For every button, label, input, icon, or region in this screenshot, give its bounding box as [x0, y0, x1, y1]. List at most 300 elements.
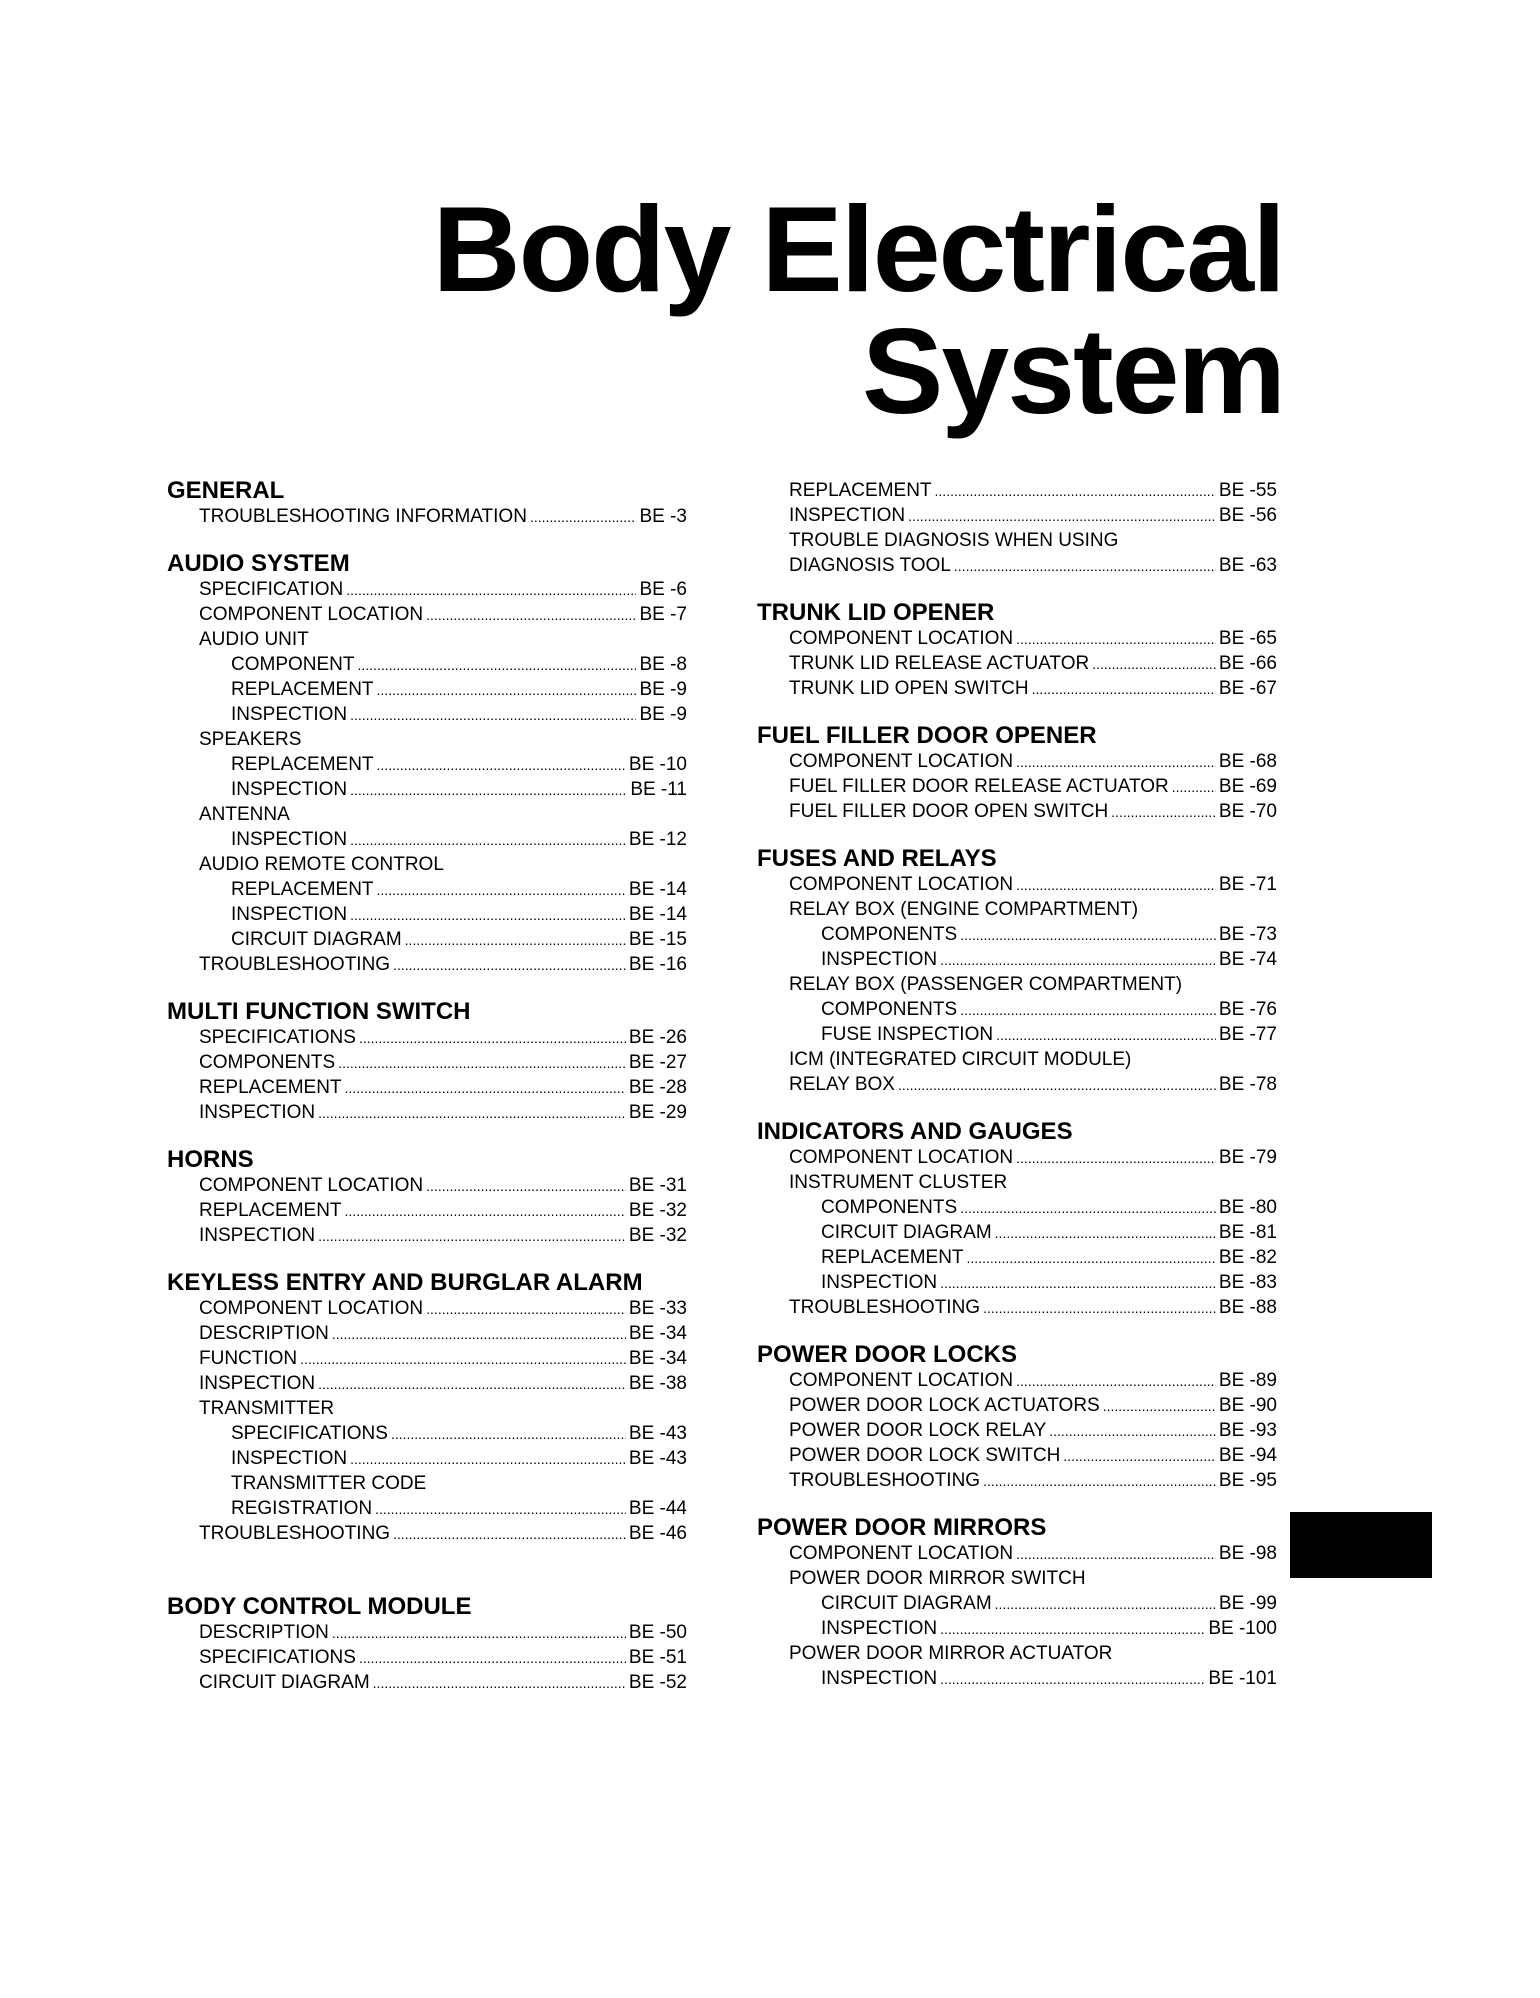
- toc-entry[interactable]: [757, 651, 1277, 676]
- toc-entry-page: BE -70: [1218, 801, 1277, 822]
- toc-leader-dots: [1016, 750, 1216, 775]
- toc-leader-dots: [1016, 1146, 1216, 1171]
- toc-entry-label: CIRCUIT DIAGRAM: [231, 929, 402, 950]
- toc-entry-page: BE -15: [628, 929, 687, 950]
- toc-section-trunk-lid-opener: [757, 600, 1277, 701]
- toc-entry-page: BE -99: [1218, 1593, 1277, 1614]
- toc-entry-label: COMPONENT LOCATION: [789, 1370, 1014, 1391]
- toc-leader-dots: [898, 1073, 1216, 1098]
- toc-entry-label: DIAGNOSIS TOOL: [789, 555, 951, 576]
- toc-entry[interactable]: [167, 752, 687, 777]
- toc-leader-dots: [373, 1671, 626, 1696]
- section-heading: FUSES AND RELAYS: [757, 845, 997, 872]
- toc-entry-label: AUDIO REMOTE CONTROL: [199, 854, 444, 875]
- toc-entry-label: ICM (INTEGRATED CIRCUIT MODULE): [789, 1049, 1132, 1070]
- toc-entry[interactable]: [757, 626, 1277, 651]
- toc-leader-dots: [983, 1296, 1216, 1321]
- toc-entry[interactable]: [757, 749, 1277, 774]
- toc-entry[interactable]: [757, 1591, 1277, 1616]
- toc-entry-label: FUEL FILLER DOOR RELEASE ACTUATOR: [789, 776, 1169, 797]
- toc-leader-dots: [960, 998, 1216, 1023]
- toc-entry[interactable]: [757, 1443, 1277, 1468]
- toc-leader-dots: [375, 1497, 626, 1522]
- toc-entry[interactable]: [167, 1645, 687, 1670]
- toc-entry-page: BE -3: [639, 506, 687, 527]
- toc-entry-label: INSPECTION: [821, 949, 938, 970]
- toc-leader-dots: [393, 953, 626, 978]
- toc-leader-dots: [1172, 775, 1216, 800]
- toc-entry-label: TRUNK LID OPEN SWITCH: [789, 678, 1029, 699]
- toc-entry[interactable]: [757, 1616, 1277, 1641]
- toc-entry-label: TROUBLESHOOTING: [199, 954, 391, 975]
- toc-entry-page: BE -78: [1218, 1074, 1277, 1095]
- toc-section-fuses-and-relays: [757, 846, 1277, 1097]
- section-spacer: [757, 1320, 1277, 1342]
- toc-leader-dots: [1016, 873, 1216, 898]
- toc-leader-dots: [1049, 1419, 1216, 1444]
- toc-entry[interactable]: [757, 1666, 1277, 1691]
- toc-entry-page: BE -81: [1218, 1222, 1277, 1243]
- toc-entry-page: BE -34: [628, 1323, 687, 1344]
- toc-entry[interactable]: [757, 553, 1277, 578]
- toc-entry-page: BE -98: [1218, 1543, 1277, 1564]
- toc-entry[interactable]: [167, 652, 687, 677]
- toc-entry-page: BE -68: [1218, 751, 1277, 772]
- toc-section-horns: [167, 1147, 687, 1248]
- toc-entry-label: SPECIFICATIONS: [199, 1647, 356, 1668]
- toc-entry-page: BE -77: [1218, 1024, 1277, 1045]
- toc-entry-page: BE -63: [1218, 555, 1277, 576]
- section-heading: POWER DOOR LOCKS: [757, 1341, 1018, 1368]
- toc-entry[interactable]: [167, 927, 687, 952]
- toc-entry-label: COMPONENT LOCATION: [199, 1175, 424, 1196]
- toc-entry-page: BE -76: [1218, 999, 1277, 1020]
- toc-entry: [167, 627, 687, 652]
- toc-leader-dots: [1016, 1369, 1216, 1394]
- toc-entry: [757, 1566, 1277, 1591]
- toc-entry[interactable]: [167, 1075, 687, 1100]
- section-heading: GENERAL: [167, 477, 285, 504]
- toc-leader-dots: [350, 778, 627, 803]
- toc-entry[interactable]: [167, 1296, 687, 1321]
- toc-entry-label: TRUNK LID RELEASE ACTUATOR: [789, 653, 1090, 674]
- toc-entry-label: CIRCUIT DIAGRAM: [199, 1672, 370, 1693]
- toc-entry[interactable]: [757, 1418, 1277, 1443]
- toc-entry-page: BE -82: [1218, 1247, 1277, 1268]
- toc-entry-label: DESCRIPTION: [199, 1622, 329, 1643]
- toc-entry-label: INSPECTION: [231, 829, 348, 850]
- toc-leader-dots: [1111, 800, 1216, 825]
- toc-entry-label: ANTENNA: [199, 804, 290, 825]
- toc-entry[interactable]: [167, 1198, 687, 1223]
- section-spacer: [167, 1125, 687, 1147]
- toc-entry-page: BE -9: [639, 679, 687, 700]
- toc-leader-dots: [940, 948, 1216, 973]
- toc-entry-label: REPLACEMENT: [231, 679, 374, 700]
- toc-entry[interactable]: [167, 952, 687, 977]
- toc-leader-dots: [1092, 652, 1216, 677]
- toc-leader-dots: [940, 1667, 1205, 1692]
- toc-entry-label: INSPECTION: [199, 1102, 316, 1123]
- toc-leader-dots: [995, 1592, 1216, 1617]
- toc-entry-label: CIRCUIT DIAGRAM: [821, 1593, 992, 1614]
- toc-entry[interactable]: [757, 799, 1277, 824]
- toc-entry-page: BE -67: [1218, 678, 1277, 699]
- section-spacer: [167, 1546, 687, 1594]
- toc-entry[interactable]: [167, 1421, 687, 1446]
- toc-entry-label: DESCRIPTION: [199, 1323, 329, 1344]
- section-spacer: [167, 977, 687, 999]
- toc-leader-dots: [530, 505, 637, 530]
- section-heading: HORNS: [167, 1146, 254, 1173]
- toc-entry-page: BE -95: [1218, 1470, 1277, 1491]
- toc-entry-label: INSPECTION: [231, 1448, 348, 1469]
- toc-entry-page: BE -43: [628, 1423, 687, 1444]
- toc-leader-dots: [996, 1023, 1216, 1048]
- toc-entry-label: TRANSMITTER: [199, 1398, 335, 1419]
- toc-entry-page: BE -7: [639, 604, 687, 625]
- toc-entry-page: BE -74: [1218, 949, 1277, 970]
- toc-leader-dots: [426, 1297, 626, 1322]
- toc-leader-dots: [332, 1621, 626, 1646]
- toc-leader-dots: [960, 1196, 1216, 1221]
- toc-entry[interactable]: [167, 1521, 687, 1546]
- toc-entry-label: COMPONENT LOCATION: [789, 1543, 1014, 1564]
- toc-entry[interactable]: [757, 922, 1277, 947]
- toc-leader-dots: [350, 903, 626, 928]
- toc-entry-label: TROUBLESHOOTING: [199, 1523, 391, 1544]
- section-heading: FUEL FILLER DOOR OPENER: [757, 722, 1097, 749]
- toc-entry-label: INSPECTION: [199, 1225, 316, 1246]
- toc-entry[interactable]: [757, 1220, 1277, 1245]
- toc-section-body-control-module: [167, 1594, 687, 1695]
- toc-leader-dots: [346, 578, 636, 603]
- toc-leader-dots: [377, 878, 626, 903]
- toc-entry[interactable]: [167, 1371, 687, 1396]
- section-heading: POWER DOOR MIRRORS: [757, 1514, 1047, 1541]
- toc-entry-label: REPLACEMENT: [199, 1077, 342, 1098]
- toc-entry-page: BE -100: [1208, 1618, 1277, 1639]
- toc-entry-page: BE -66: [1218, 653, 1277, 674]
- toc-entry[interactable]: [167, 777, 687, 802]
- toc-entry-page: BE -71: [1218, 874, 1277, 895]
- toc-leader-dots: [393, 1522, 626, 1547]
- toc-section-general: [167, 478, 687, 529]
- toc-leader-dots: [967, 1246, 1216, 1271]
- section-heading: TRUNK LID OPENER: [757, 599, 995, 626]
- toc-leader-dots: [318, 1101, 626, 1126]
- toc-leader-dots: [940, 1271, 1216, 1296]
- toc-leader-dots: [1032, 677, 1216, 702]
- toc-entry[interactable]: [757, 1270, 1277, 1295]
- toc-leader-dots: [405, 928, 626, 953]
- toc-entry[interactable]: [757, 1072, 1277, 1097]
- toc-entry-page: BE -56: [1218, 505, 1277, 526]
- toc-entry-label: REPLACEMENT: [231, 754, 374, 775]
- toc-entry-label: COMPONENT LOCATION: [789, 751, 1014, 772]
- toc-entry[interactable]: [167, 1050, 687, 1075]
- toc-entry[interactable]: [757, 1541, 1277, 1566]
- toc-entry[interactable]: [757, 1468, 1277, 1493]
- toc-entry-label: INSPECTION: [231, 704, 348, 725]
- toc-entry-page: BE -90: [1218, 1395, 1277, 1416]
- toc-entry: [757, 972, 1277, 997]
- toc-section-multi-function-switch: [167, 999, 687, 1125]
- toc-leader-dots: [1016, 1542, 1216, 1567]
- toc-entry-page: BE -93: [1218, 1420, 1277, 1441]
- toc-entry: [757, 1641, 1277, 1666]
- toc-leader-dots: [391, 1422, 626, 1447]
- toc-leader-dots: [318, 1372, 626, 1397]
- toc-entry-label: INSPECTION: [199, 1373, 316, 1394]
- toc-entry-page: BE -38: [628, 1373, 687, 1394]
- toc-entry-label: TROUBLE DIAGNOSIS WHEN USING: [789, 530, 1119, 551]
- toc-entry-page: BE -43: [628, 1448, 687, 1469]
- toc-entry[interactable]: [757, 872, 1277, 897]
- section-spacer: [757, 1097, 1277, 1119]
- toc-entry-label: POWER DOOR LOCK ACTUATORS: [789, 1395, 1100, 1416]
- toc-entry: [757, 897, 1277, 922]
- toc-entry-page: BE -14: [628, 904, 687, 925]
- toc-entry-label: TROUBLESHOOTING INFORMATION: [199, 506, 527, 527]
- toc-entry[interactable]: [167, 877, 687, 902]
- toc-entry-label: INSTRUMENT CLUSTER: [789, 1172, 1008, 1193]
- toc-column-left: [167, 478, 687, 1695]
- toc-entry: [167, 1471, 687, 1496]
- toc-entry-page: BE -52: [628, 1672, 687, 1693]
- toc-entry-page: BE -27: [628, 1052, 687, 1073]
- toc-entry-label: POWER DOOR LOCK SWITCH: [789, 1445, 1061, 1466]
- toc-leader-dots: [426, 603, 636, 628]
- toc-entry-label: INSPECTION: [231, 904, 348, 925]
- toc-section-indicators-and-gauges: [757, 1119, 1277, 1320]
- toc-entry: [757, 1047, 1277, 1072]
- toc-entry-page: BE -79: [1218, 1147, 1277, 1168]
- toc-entry-page: BE -44: [628, 1498, 687, 1519]
- toc-entry: [167, 727, 687, 752]
- toc-entry-page: BE -94: [1218, 1445, 1277, 1466]
- section-spacer: [757, 824, 1277, 846]
- toc-leader-dots: [377, 753, 626, 778]
- toc-entry[interactable]: [757, 478, 1277, 503]
- section-spacer: [757, 1493, 1277, 1515]
- toc-entry-label: SPECIFICATIONS: [199, 1027, 356, 1048]
- toc-entry-label: COMPONENT LOCATION: [789, 628, 1014, 649]
- toc-entry[interactable]: [757, 1145, 1277, 1170]
- toc-entry[interactable]: [167, 602, 687, 627]
- toc-entry-page: BE -31: [628, 1175, 687, 1196]
- toc-leader-dots: [954, 554, 1216, 579]
- toc-leader-dots: [338, 1051, 626, 1076]
- toc-entry: [167, 802, 687, 827]
- toc-entry-label: FUEL FILLER DOOR OPEN SWITCH: [789, 801, 1109, 822]
- toc-entry[interactable]: [757, 1195, 1277, 1220]
- toc-entry-page: BE -29: [628, 1102, 687, 1123]
- toc-entry-label: COMPONENTS: [199, 1052, 336, 1073]
- toc-entry-page: BE -8: [639, 654, 687, 675]
- toc-entry-page: BE -46: [628, 1523, 687, 1544]
- toc-entry[interactable]: [167, 504, 687, 529]
- toc-section-keyless-entry-and-burglar-alarm: [167, 1270, 687, 1546]
- toc-section-power-door-locks: [757, 1342, 1277, 1493]
- toc-entry-label: REPLACEMENT: [821, 1247, 964, 1268]
- section-spacer: [167, 1248, 687, 1270]
- toc-entry-label: COMPONENTS: [821, 1197, 958, 1218]
- section-heading: KEYLESS ENTRY AND BURGLAR ALARM: [167, 1269, 643, 1296]
- toc-entry[interactable]: [757, 503, 1277, 528]
- toc-entry-label: SPECIFICATIONS: [231, 1423, 388, 1444]
- toc-entry[interactable]: [757, 676, 1277, 701]
- toc-entry-label: COMPONENT LOCATION: [199, 1298, 424, 1319]
- toc-entry[interactable]: [167, 827, 687, 852]
- toc-entry[interactable]: [167, 902, 687, 927]
- toc-entry[interactable]: [757, 997, 1277, 1022]
- toc-entry[interactable]: [757, 1393, 1277, 1418]
- toc-entry-label: RELAY BOX (PASSENGER COMPARTMENT): [789, 974, 1183, 995]
- toc-leader-dots: [1063, 1444, 1216, 1469]
- toc-entry-label: REGISTRATION: [231, 1498, 373, 1519]
- toc-entry-label: TROUBLESHOOTING: [789, 1470, 981, 1491]
- toc-leader-dots: [995, 1221, 1216, 1246]
- toc-entry-label: AUDIO UNIT: [199, 629, 309, 650]
- toc-entry[interactable]: [167, 702, 687, 727]
- toc-entry[interactable]: [757, 1245, 1277, 1270]
- page-title-line-1: Body Electrical: [432, 181, 1284, 317]
- toc-leader-dots: [1103, 1394, 1216, 1419]
- toc-leader-dots: [359, 1646, 626, 1671]
- toc-entry[interactable]: [167, 1670, 687, 1695]
- toc-entry[interactable]: [167, 577, 687, 602]
- toc-leader-dots: [377, 678, 637, 703]
- toc-entry-label: INSPECTION: [821, 1618, 938, 1639]
- toc-leader-dots: [359, 1026, 626, 1051]
- toc-column-right: [757, 478, 1277, 1691]
- toc-entry[interactable]: [167, 1321, 687, 1346]
- section-heading: BODY CONTROL MODULE: [167, 1593, 472, 1620]
- toc-entry-page: BE -50: [628, 1622, 687, 1643]
- toc-leader-dots: [332, 1322, 626, 1347]
- page-title: [432, 181, 1284, 439]
- toc-entry-page: BE -26: [628, 1027, 687, 1048]
- toc-entry[interactable]: [757, 947, 1277, 972]
- toc-entry-page: BE -6: [639, 579, 687, 600]
- toc-leader-dots: [350, 828, 626, 853]
- toc-entry[interactable]: [757, 1368, 1277, 1393]
- section-tab-marker: [1290, 1512, 1432, 1578]
- toc-leader-dots: [350, 703, 636, 728]
- toc-entry-label: REPLACEMENT: [231, 879, 374, 900]
- toc-entry-label: COMPONENTS: [821, 999, 958, 1020]
- toc-entry-label: FUNCTION: [199, 1348, 298, 1369]
- toc-entry-label: COMPONENTS: [821, 924, 958, 945]
- toc-entry[interactable]: [167, 1100, 687, 1125]
- toc-entry-label: INSPECTION: [231, 779, 348, 800]
- toc-entry[interactable]: [167, 1025, 687, 1050]
- toc-entry-label: RELAY BOX: [789, 1074, 895, 1095]
- toc-entry-label: COMPONENT LOCATION: [789, 874, 1014, 895]
- toc-entry-page: BE -32: [628, 1225, 687, 1246]
- toc-entry-page: BE -51: [628, 1647, 687, 1668]
- toc-entry[interactable]: [757, 1022, 1277, 1047]
- section-spacer: [757, 578, 1277, 600]
- page-title-line-2: System: [861, 303, 1284, 439]
- toc-entry-page: BE -88: [1218, 1297, 1277, 1318]
- toc-entry-label: TROUBLESHOOTING: [789, 1297, 981, 1318]
- section-heading: MULTI FUNCTION SWITCH: [167, 998, 471, 1025]
- toc-section-audio-system: [167, 551, 687, 977]
- toc-entry[interactable]: [167, 1223, 687, 1248]
- toc-entry-page: BE -9: [639, 704, 687, 725]
- toc-entry-label: REPLACEMENT: [199, 1200, 342, 1221]
- toc-leader-dots: [960, 923, 1216, 948]
- toc-entry-label: POWER DOOR MIRROR ACTUATOR: [789, 1643, 1113, 1664]
- toc-entry-label: POWER DOOR MIRROR SWITCH: [789, 1568, 1086, 1589]
- section-heading: INDICATORS AND GAUGES: [757, 1118, 1073, 1145]
- toc-entry[interactable]: [167, 1620, 687, 1645]
- toc-entry[interactable]: [167, 1446, 687, 1471]
- toc-entry[interactable]: [167, 1173, 687, 1198]
- toc-entry-page: BE -10: [628, 754, 687, 775]
- section-spacer: [167, 529, 687, 551]
- toc-entry[interactable]: [757, 774, 1277, 799]
- toc-entry-label: COMPONENT LOCATION: [199, 604, 424, 625]
- toc-entry-page: BE -33: [628, 1298, 687, 1319]
- toc-entry-label: RELAY BOX (ENGINE COMPARTMENT): [789, 899, 1139, 920]
- toc-entry-page: BE -14: [628, 879, 687, 900]
- toc-entry[interactable]: [167, 677, 687, 702]
- toc-entry-page: BE -28: [628, 1077, 687, 1098]
- toc-leader-dots: [345, 1199, 626, 1224]
- toc-entry-page: BE -73: [1218, 924, 1277, 945]
- toc-entry-label: INSPECTION: [789, 505, 906, 526]
- toc-entry-page: BE -16: [628, 954, 687, 975]
- toc-entry[interactable]: [167, 1496, 687, 1521]
- toc-entry-page: BE -89: [1218, 1370, 1277, 1391]
- toc-entry-label: SPECIFICATION: [199, 579, 344, 600]
- toc-entry-label: FUSE INSPECTION: [821, 1024, 994, 1045]
- toc-leader-dots: [350, 1447, 626, 1472]
- toc-entry-page: BE -101: [1208, 1668, 1277, 1689]
- section-spacer: [757, 701, 1277, 723]
- toc-leader-dots: [935, 479, 1216, 504]
- toc-entry-label: INSPECTION: [821, 1668, 938, 1689]
- toc-section-power-door-mirrors: [757, 1515, 1277, 1691]
- toc-entry[interactable]: [167, 1346, 687, 1371]
- toc-entry-label: INSPECTION: [821, 1272, 938, 1293]
- toc-leader-dots: [358, 653, 637, 678]
- toc-leader-dots: [908, 504, 1216, 529]
- toc-leader-dots: [426, 1174, 626, 1199]
- toc-leader-dots: [300, 1347, 626, 1372]
- section-heading: AUDIO SYSTEM: [167, 550, 350, 577]
- toc-entry-label: POWER DOOR LOCK RELAY: [789, 1420, 1047, 1441]
- toc-entry: [757, 528, 1277, 553]
- toc-leader-dots: [983, 1469, 1216, 1494]
- toc-entry-page: BE -80: [1218, 1197, 1277, 1218]
- toc-entry-label: TRANSMITTER CODE: [231, 1473, 427, 1494]
- toc-entry-page: BE -34: [628, 1348, 687, 1369]
- toc-leader-dots: [940, 1617, 1205, 1642]
- toc-entry[interactable]: [757, 1295, 1277, 1320]
- toc-leader-dots: [318, 1224, 626, 1249]
- toc-entry-label: SPEAKERS: [199, 729, 302, 750]
- toc-entry-page: BE -55: [1218, 480, 1277, 501]
- toc-entry-label: REPLACEMENT: [789, 480, 932, 501]
- toc-entry-label: COMPONENT LOCATION: [789, 1147, 1014, 1168]
- toc-entry-page: BE -65: [1218, 628, 1277, 649]
- toc-leader-dots: [1016, 627, 1216, 652]
- toc-entry-page: BE -32: [628, 1200, 687, 1221]
